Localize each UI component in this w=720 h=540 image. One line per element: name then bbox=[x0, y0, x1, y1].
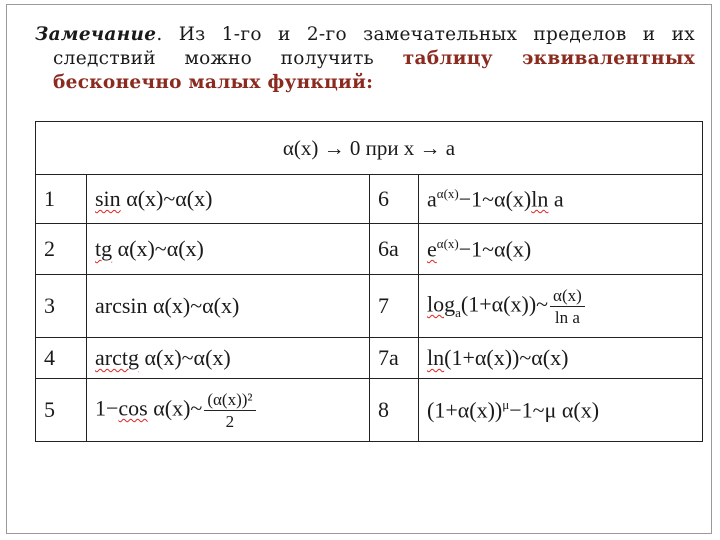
formula-cell bbox=[419, 224, 703, 275]
table-row bbox=[36, 275, 703, 338]
remark-line-2 bbox=[35, 47, 695, 71]
formula-cell bbox=[419, 175, 703, 224]
formula-exponent: μ bbox=[502, 396, 510, 412]
formula-text: −1~α(x) bbox=[458, 236, 532, 262]
fraction-numerator: α(x) bbox=[550, 286, 585, 307]
row-number: 2 bbox=[36, 224, 87, 275]
remark-line-1-text: . Из 1-го и 2-го замечательных пределов и их bbox=[156, 24, 695, 45]
formula-cell bbox=[87, 379, 370, 442]
formula-text: α(x)~α(x) bbox=[112, 236, 204, 261]
formula-cell bbox=[419, 338, 703, 379]
function-name: ln bbox=[531, 186, 549, 212]
formula-tail: a bbox=[548, 186, 564, 212]
row-number: 6 bbox=[370, 175, 419, 224]
row-number: 7 bbox=[370, 275, 419, 338]
remark-line-3 bbox=[35, 71, 695, 95]
fraction-numerator: (α(x))² bbox=[204, 390, 255, 411]
row-number: 7а bbox=[370, 338, 419, 379]
formula-tail: −1~μ α(x) bbox=[509, 397, 600, 423]
function-name: sin bbox=[95, 186, 121, 211]
row-number: 5 bbox=[36, 379, 87, 442]
formula-cell bbox=[419, 379, 703, 442]
formula-cell bbox=[87, 224, 370, 275]
formula-base: a bbox=[427, 186, 437, 212]
table-header-row bbox=[36, 122, 703, 175]
formula-base: e bbox=[427, 236, 437, 262]
formula-text: (1+α(x)) bbox=[427, 397, 503, 423]
fraction bbox=[204, 390, 255, 431]
equivalence-table bbox=[35, 121, 703, 442]
function-name: cos bbox=[118, 395, 148, 421]
formula-text: (1+α(x))~α(x) bbox=[444, 345, 569, 370]
row-number: 1 bbox=[36, 175, 87, 224]
row-number: 6а bbox=[370, 224, 419, 275]
remark-line-1 bbox=[35, 23, 695, 47]
table-header-cell: α(x) → 0 при x → a bbox=[36, 122, 703, 175]
row-number: 3 bbox=[36, 275, 87, 338]
row-number: 4 bbox=[36, 338, 87, 379]
fraction-denominator: ln a bbox=[554, 307, 580, 327]
formula-cell bbox=[87, 338, 370, 379]
table-row bbox=[36, 224, 703, 275]
remark-highlight-2: бесконечно малых функций: bbox=[53, 72, 374, 93]
function-name: log bbox=[427, 291, 456, 317]
formula-exponent: α(x) bbox=[436, 235, 459, 251]
formula-text: α(x)~α(x) bbox=[138, 345, 231, 370]
remark-highlight-1: таблицу эквивалентных bbox=[402, 48, 695, 69]
remark-paragraph bbox=[35, 23, 695, 95]
formula-text: α(x)~ bbox=[147, 395, 203, 421]
slide bbox=[6, 4, 712, 534]
formula-text: (1+α(x))~ bbox=[460, 291, 549, 317]
formula-prefix: 1− bbox=[95, 395, 119, 421]
table-row bbox=[36, 379, 703, 442]
formula-cell bbox=[419, 275, 703, 338]
fraction bbox=[550, 286, 585, 327]
remark-term: Замечание bbox=[35, 24, 157, 45]
formula-text: −1~α(x) bbox=[458, 186, 532, 212]
table-row bbox=[36, 338, 703, 379]
formula-exponent: α(x) bbox=[436, 185, 459, 201]
fraction-denominator: 2 bbox=[225, 411, 235, 431]
row-number: 8 bbox=[370, 379, 419, 442]
function-name: arcsin bbox=[95, 293, 148, 318]
formula-text: α(x)~α(x) bbox=[147, 293, 240, 318]
function-name: ln bbox=[427, 345, 445, 370]
table-row bbox=[36, 175, 703, 224]
formula-text: α(x)~α(x) bbox=[120, 186, 213, 211]
function-name: tg bbox=[95, 236, 113, 261]
remark-line-2-text: следствий можно получить bbox=[53, 48, 403, 69]
formula-cell bbox=[87, 275, 370, 338]
formula-cell bbox=[87, 175, 370, 224]
formula-subscript: a bbox=[455, 304, 461, 320]
function-name: arctg bbox=[95, 345, 139, 370]
